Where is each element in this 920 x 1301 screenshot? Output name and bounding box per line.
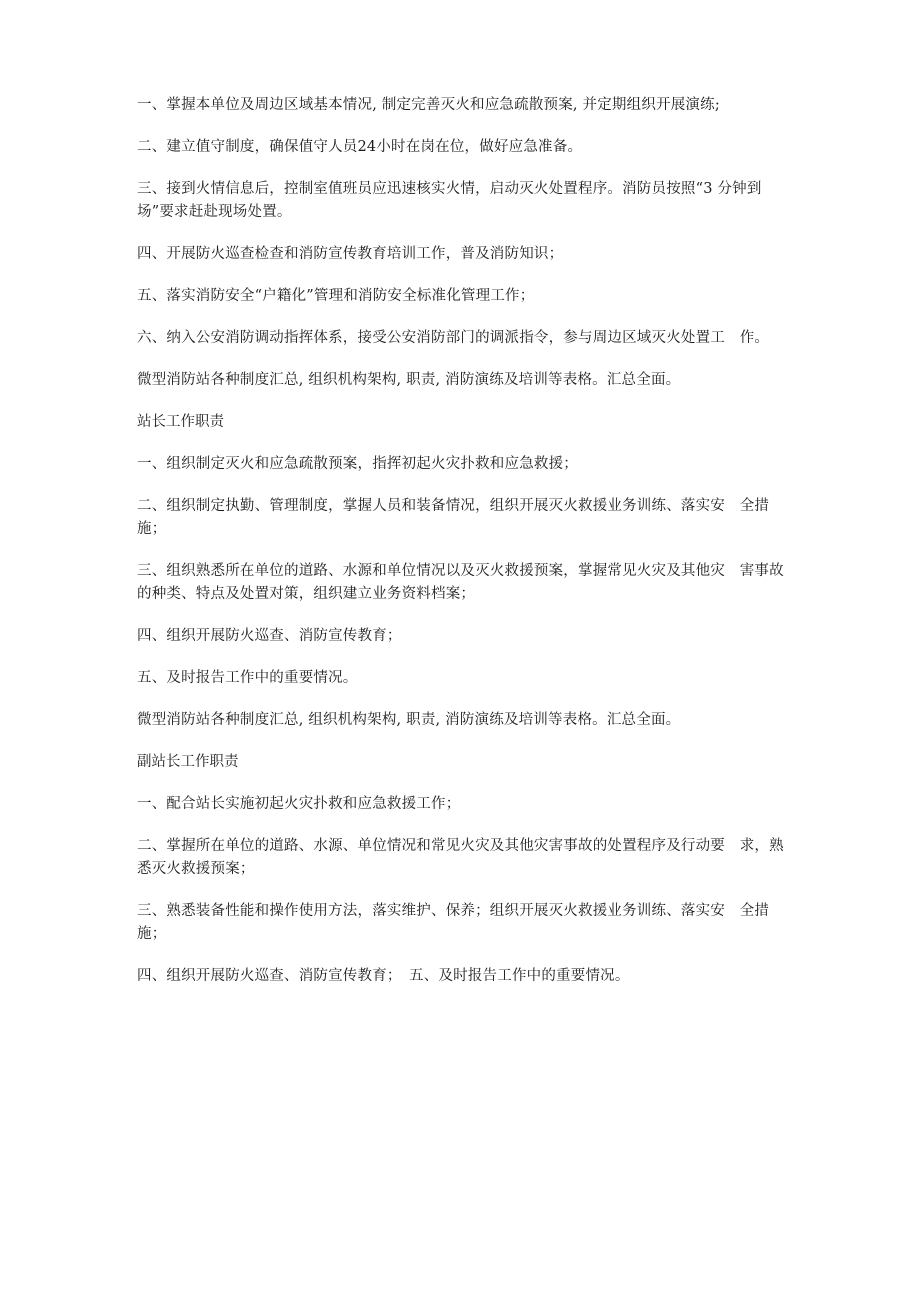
summary-note-2: 微型消防站各种制度汇总, 组织机构架构, 职责, 消防演练及培训等表格。汇总全面。 bbox=[137, 712, 681, 728]
chief-duty-3: 三、组织熟悉所在单位的道路、水源和单位情况以及灭火救援预案，掌握常见火灾及其他灾 害事故的种类、特点及处置对策，组织建立业务资料档案； bbox=[137, 563, 784, 602]
document-body bbox=[137, 94, 797, 1007]
summary-note-1: 微型消防站各种制度汇总, 组织机构架构, 职责, 消防演练及培训等表格。汇总全面。 bbox=[137, 372, 681, 388]
paragraph-5: 五、落实消防安全“户籍化”管理和消防安全标准化管理工作； bbox=[137, 288, 535, 304]
section-heading-station-chief: 站长工作职责 bbox=[137, 414, 224, 430]
chief-duty-1: 一、组织制定灭火和应急疏散预案，指挥初起火灾扑救和应急救援； bbox=[137, 456, 578, 472]
paragraph-6: 六、纳入公安消防调动指挥体系，接受公安消防部门的调派指令，参与周边区域灭火处置工 作。 bbox=[137, 330, 770, 346]
paragraph-3: 三、接到火情信息后，控制室值班员应迅速核实火情，启动灭火处置程序。消防员按照“3 分钟到场”要求赶赴现场处置。 bbox=[137, 181, 762, 220]
paragraph-1: 一、掌握本单位及周边区域基本情况, 制定完善灭火和应急疏散预案, 并定期组织开展演练; bbox=[137, 97, 720, 113]
deputy-duty-1: 一、配合站长实施初起火灾扑救和应急救援工作； bbox=[137, 796, 461, 812]
paragraph-2: 二、建立值守制度，确保值守人员24小时在岗在位，做好应急准备。 bbox=[137, 139, 583, 155]
deputy-duty-4-5: 四、组织开展防火巡查、消防宣传教育； 五、及时报告工作中的重要情况。 bbox=[137, 968, 630, 984]
deputy-duty-3: 三、熟悉装备性能和操作使用方法，落实维护、保养；组织开展灭火救援业务训练、落实安 全措施； bbox=[137, 903, 770, 942]
chief-duty-4: 四、组织开展防火巡查、消防宣传教育； bbox=[137, 628, 402, 644]
chief-duty-2: 二、组织制定执勤、管理制度，掌握人员和装备情况，组织开展灭火救援业务训练、落实安 全措施； bbox=[137, 498, 770, 537]
section-heading-deputy-chief: 副站长工作职责 bbox=[137, 754, 239, 770]
deputy-duty-2: 二、掌握所在单位的道路、水源、单位情况和常见火灾及其他灾害事故的处置程序及行动要 求，熟悉灭火救援预案； bbox=[137, 838, 784, 877]
chief-duty-5: 五、及时报告工作中的重要情况。 bbox=[137, 670, 358, 686]
paragraph-4: 四、开展防火巡查检查和消防宣传教育培训工作，普及消防知识； bbox=[137, 246, 564, 262]
